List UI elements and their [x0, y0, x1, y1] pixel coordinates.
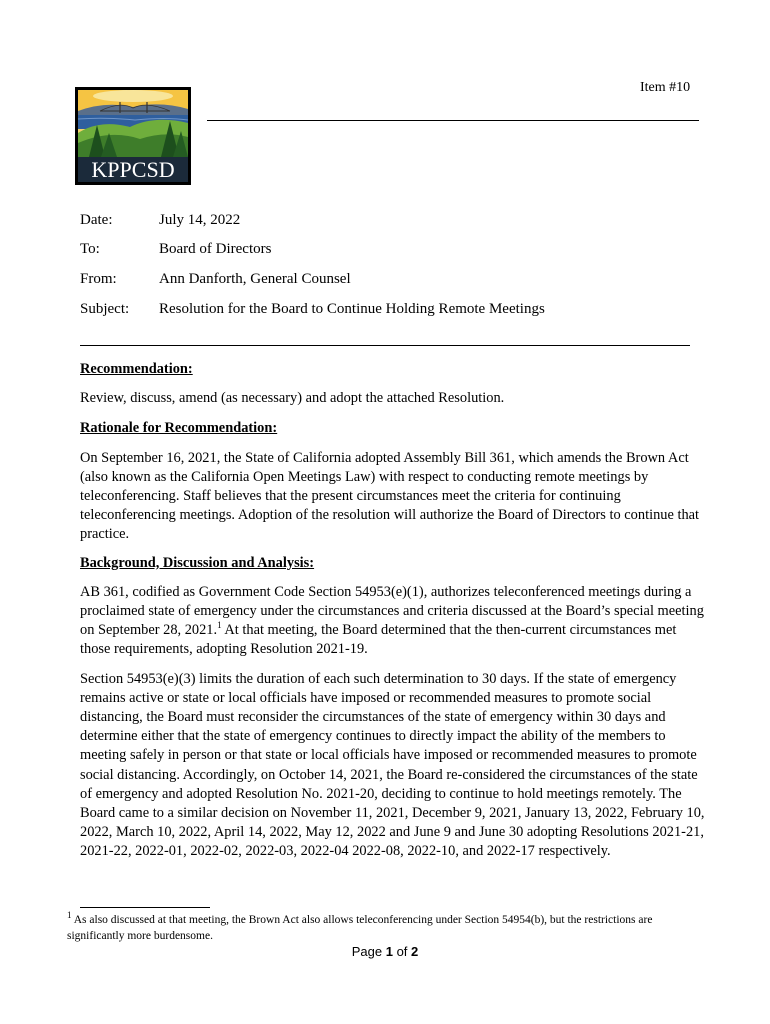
recommendation-heading: Recommendation: — [80, 361, 193, 377]
to-value: Board of Directors — [159, 241, 272, 257]
footnote-reference: 1 — [217, 620, 222, 631]
background-paragraph-2: Section 54953(e)(3) limits the duration of each such determination to 30 days. If the state of emergency remains active or state or local officials have imposed or recommended measures to promote social distancing, the Board must reconsider the circumstances of the state of emergency within 30 days and determine either that the state of emergency continues to directly impact the ability of the members to meeting safely in person or that state or local officials have imposed or recommended measures to promote social distancing. Accordingly, on October 14, 2021, the Board re-considered the circumstances of the state of emergency and adopted Resolution No. 2021-20, deciding to continue to hold meetings remotely. The Board came to a similar decision on November 11, 2021, December 9, 2021, January 13, 2022, February 10, 2022, March 10, 2022, April 14, 2022, May 12, 2022 and June 9 and June 30 adopting Resolutions 2021-21, 2021-22, 2022-01, 2022-02, 2022-03, 2022-04 2022-08, 2022-10, and 2022-17 respectively. — [80, 670, 705, 860]
page-number — [0, 944, 770, 959]
recommendation-text: Review, discuss, amend (as necessary) and adopt the attached Resolution. — [80, 390, 505, 407]
footnote-text: As also discussed at that meeting, the Brown Act also allows teleconferencing under Section 54954(b), but the restrictions are significantly more burdensome. — [67, 914, 653, 942]
memo-body — [80, 360, 705, 862]
subject-label: Subject: — [80, 301, 130, 317]
logo-text: KPPCSD — [91, 157, 175, 182]
from-label: From: — [80, 271, 117, 287]
item-number: Item #10 — [640, 80, 691, 95]
background-p1-text: AB 361, codified as Government Code Section 54953(e)(1), authorizes teleconferenced meetings during a proclaimed state of emergency under the circumstances and criteria discussed at the Board’s special meeting on September 28, 2021. — [80, 583, 704, 639]
kppcsd-logo — [75, 87, 191, 185]
footnote-number: 1 — [67, 910, 72, 921]
rationale-heading: Rationale for Recommendation: — [80, 420, 278, 437]
header-divider — [207, 120, 699, 121]
page-number-total: 2 — [411, 944, 419, 959]
to-label: To: — [80, 241, 100, 257]
from-value: Ann Danforth, General Counsel — [159, 271, 351, 287]
page-number-of: of — [392, 944, 412, 959]
footnote-divider — [80, 907, 210, 908]
rationale-text: On September 16, 2021, the State of California adopted Assembly Bill 361, which amends the Brown Act (also known as the California Open Meetings Law) with respect to conducting remote meetings by teleconferencing. Staff believes that the present circumstances meet the criteria for continuing teleconferencing meetings. Adoption of the resolution will authorize the Board of Directors to continue that practice. — [80, 449, 700, 543]
page-number-current: 1 — [385, 944, 393, 959]
date-value: July 14, 2022 — [159, 212, 241, 228]
background-heading: Background, Discussion and Analysis: — [80, 554, 315, 571]
subject-value: Resolution for the Board to Continue Holding Remote Meetings — [159, 301, 545, 317]
date-label: Date: — [80, 212, 113, 228]
background-paragraph-1 — [80, 583, 705, 660]
footnote — [67, 912, 707, 944]
background-p1-continuation: At that meeting, the Board determined that the then-current circumstances met those requirements, adopting Resolution 2021-19. — [80, 622, 677, 658]
page-number-prefix: Page — [351, 944, 386, 959]
memo-divider — [80, 345, 690, 346]
